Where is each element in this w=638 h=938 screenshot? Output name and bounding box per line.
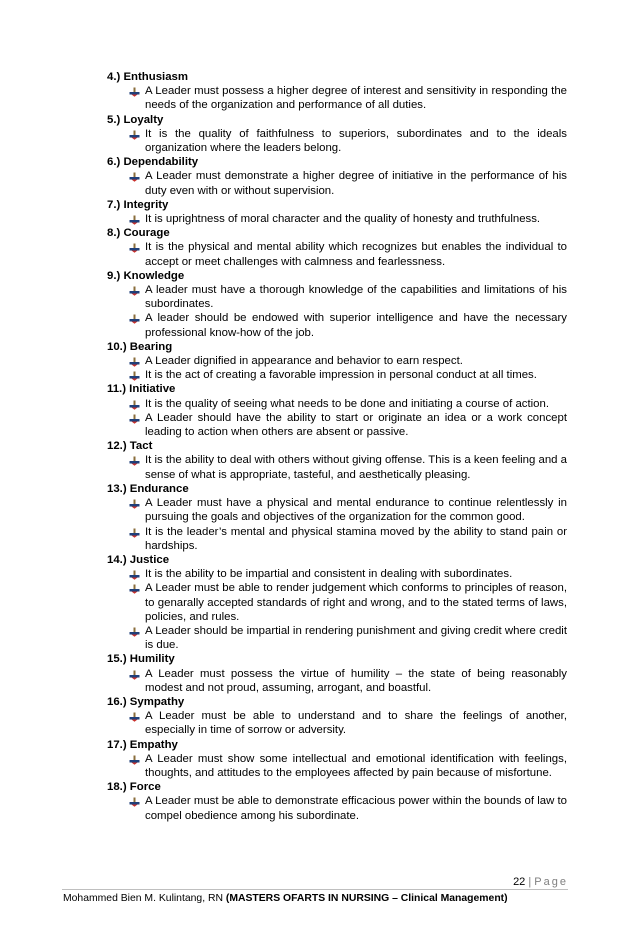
trait-bullet (107, 240, 567, 268)
trait-bullet (107, 624, 567, 652)
trait-heading: 7.) Integrity (107, 198, 169, 211)
trait-heading: 10.) Bearing (107, 340, 173, 353)
page-separator: | (528, 876, 532, 888)
bullet-arrow-icon (129, 243, 140, 253)
trait-bullet (107, 453, 567, 481)
trait-bullet-text: A Leader must be able to demonstrate efficacious power within the bounds of law to compel obedience among his subordinate. (145, 795, 567, 822)
trait-bullet (107, 667, 567, 695)
leadership-trait-section (107, 155, 567, 198)
document-body (107, 70, 567, 823)
bullet-arrow-icon (129, 584, 140, 594)
trait-bullet-text: A Leader dignified in appearance and behavior to earn respect. (145, 355, 463, 368)
bullet-arrow-icon (129, 570, 140, 580)
leadership-trait-section (107, 113, 567, 156)
page-number (513, 876, 568, 888)
bullet-arrow-icon (129, 755, 140, 765)
leadership-trait-section (107, 382, 567, 439)
footer-divider (62, 889, 568, 890)
bullet-arrow-icon (129, 414, 140, 424)
bullet-arrow-icon (129, 797, 140, 807)
trait-heading: 14.) Justice (107, 553, 170, 566)
trait-heading: 5.) Loyalty (107, 113, 164, 126)
trait-heading: 11.) Initiative (107, 383, 176, 396)
trait-bullet (107, 84, 567, 112)
trait-bullet-text: It is the quality of seeing what needs to be done and initiating a course of action. (145, 397, 550, 410)
trait-bullet-text: A leader must have a thorough knowledge of the capabilities and limitations of his subordinates. (145, 284, 567, 311)
trait-bullet (107, 411, 567, 439)
leadership-trait-section (107, 340, 567, 383)
trait-bullet-text: It is the physical and mental ability which recognizes but enables the individual to accept or meet challenges with calmness and fearlessness. (145, 241, 567, 268)
trait-bullet-text: A Leader must show some intellectual and emotional identification with feelings, thoughts, and attitudes to the employees affected by pain because of misfortune. (145, 752, 567, 779)
footer-credit (63, 893, 508, 904)
leadership-trait-section (107, 738, 567, 781)
leadership-trait-section (107, 439, 567, 482)
bullet-arrow-icon (129, 172, 140, 182)
bullet-arrow-icon (129, 286, 140, 296)
bullet-arrow-icon (129, 528, 140, 538)
trait-bullet-text: A Leader must demonstrate a higher degree of initiative in the performance of his duty even with or without supervision. (145, 170, 567, 197)
trait-heading: 8.) Courage (107, 227, 170, 240)
trait-bullet (107, 127, 567, 155)
leadership-trait-section (107, 269, 567, 340)
bullet-arrow-icon (129, 371, 140, 381)
leadership-trait-section (107, 652, 567, 695)
trait-bullet (107, 397, 567, 411)
trait-heading: 4.) Enthusiasm (107, 71, 189, 83)
trait-bullet-text: A Leader must possess the virtue of humility – the state of being reasonably modest and not proud, assuming, arrogant, and boastful. (145, 667, 567, 694)
trait-bullet-text: A Leader must have a physical and mental endurance to continue relentlessly in pursuing the goals and objectives of the organization for the common good. (145, 497, 567, 524)
leadership-trait-section (107, 482, 567, 553)
trait-bullet (107, 581, 567, 624)
trait-bullet (107, 283, 567, 311)
footer-author: Mohammed Bien M. Kulintang, RN (63, 893, 226, 904)
trait-bullet (107, 368, 567, 382)
leadership-trait-section (107, 198, 567, 226)
bullet-arrow-icon (129, 499, 140, 509)
bullet-arrow-icon (129, 627, 140, 637)
leadership-trait-section (107, 226, 567, 269)
bullet-arrow-icon (129, 400, 140, 410)
bullet-arrow-icon (129, 215, 140, 225)
bullet-arrow-icon (129, 130, 140, 140)
leadership-trait-section (107, 70, 567, 113)
trait-bullet-text: It is the ability to be impartial and consistent in dealing with subordinates. (145, 568, 513, 581)
trait-heading: 15.) Humility (107, 653, 175, 666)
trait-bullet-text: A Leader should be impartial in rendering punishment and giving credit where credit is due. (145, 624, 567, 652)
trait-bullet (107, 311, 567, 339)
leadership-trait-section (107, 695, 567, 738)
page-number-value: 22 (513, 876, 526, 888)
trait-bullet (107, 752, 567, 780)
page-label: Page (534, 876, 568, 888)
bullet-arrow-icon (129, 712, 140, 722)
trait-bullet-text: It is uprightness of moral character and the quality of honesty and truthfulness. (145, 213, 541, 226)
trait-bullet (107, 794, 567, 822)
trait-heading: 9.) Knowledge (107, 269, 185, 282)
trait-bullet (107, 567, 567, 581)
trait-heading: 6.) Dependability (107, 156, 199, 169)
trait-bullet-text: A Leader must be able to render judgement which conforms to principles of reason, to genarally accepted standards of right and wrong, and to the stated terms of laws, policies, and rules. (145, 582, 567, 623)
bullet-arrow-icon (129, 357, 140, 367)
bullet-arrow-icon (129, 456, 140, 466)
trait-bullet-text: A Leader should have the ability to start or originate an idea or a work concept leading to action when others are absent or passive. (145, 411, 567, 439)
trait-bullet (107, 169, 567, 197)
trait-heading: 13.) Endurance (107, 482, 189, 495)
trait-bullet (107, 354, 567, 368)
trait-heading: 12.) Tact (107, 440, 153, 453)
trait-bullet-text: It is the act of creating a favorable impression in personal conduct at all times. (145, 369, 537, 382)
trait-bullet (107, 525, 567, 553)
trait-bullet (107, 496, 567, 524)
trait-bullet-text: A leader should be endowed with superior intelligence and have the necessary professional know-how of the job. (145, 312, 567, 339)
bullet-arrow-icon (129, 314, 140, 324)
trait-bullet-text: It is the leader’s mental and physical stamina moved by the ability to stand pain or hardships. (145, 525, 567, 552)
trait-bullet-text: A Leader must possess a higher degree of interest and sensitivity in responding the needs of the organization and performance of all duties. (145, 85, 567, 112)
trait-bullet-text: It is the ability to deal with others without giving offense. This is a keen feeling and a sense of what is appropriate, tasteful, and aesthetically pleasing. (145, 454, 567, 481)
footer-degree: (MASTERS OFARTS IN NURSING – Clinical Management) (225, 893, 508, 904)
trait-heading: 18.) Force (107, 781, 161, 794)
bullet-arrow-icon (129, 87, 140, 97)
leadership-trait-section (107, 780, 567, 823)
leadership-trait-section (107, 553, 567, 652)
trait-bullet-text: It is the quality of faithfulness to superiors, subordinates and to the ideals organization where the leaders belong. (145, 127, 567, 155)
trait-bullet-text: A Leader must be able to understand and to share the feelings of another, especially in time of sorrow or adversity. (145, 710, 567, 737)
trait-heading: 16.) Sympathy (107, 695, 185, 708)
bullet-arrow-icon (129, 670, 140, 680)
trait-bullet (107, 709, 567, 737)
trait-bullet (107, 212, 567, 226)
trait-heading: 17.) Empathy (107, 738, 178, 751)
